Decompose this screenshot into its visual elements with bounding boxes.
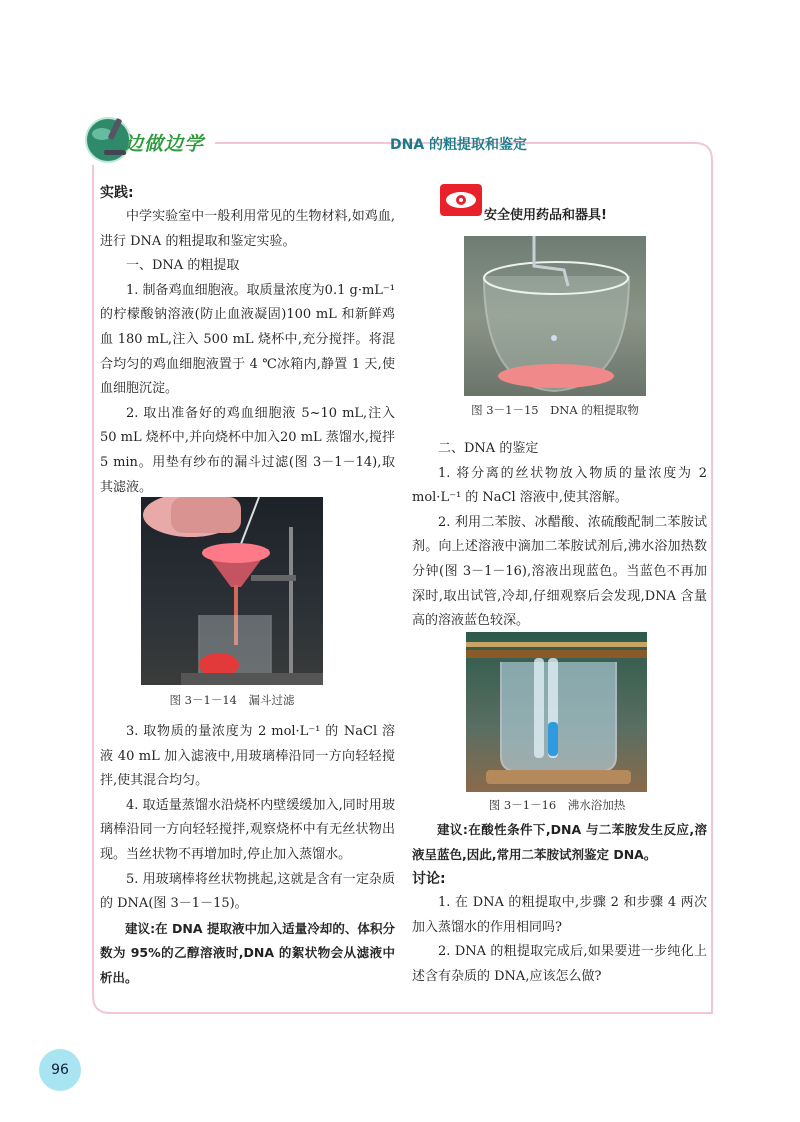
beaker-illustration [464,236,646,396]
figure-15-caption: 图 3－1－15 DNA 的粗提取物 [471,403,639,417]
advice-text-right: 在酸性条件下,DNA 与二苯胺发生反应,溶液呈蓝色,因此,常用二苯胺试剂鉴定 DNA。 [412,822,707,862]
figure-funnel-filtration [141,497,323,685]
page-number: 96 [51,1062,69,1078]
logo-text: 边做边学 [124,133,205,155]
water-bath-illustration [466,632,647,792]
safety-notice [440,184,710,223]
step-2: 2. 取出准备好的鸡血细胞液 5~10 mL,注入50 mL 烧杯中,并向烧杯中加入20 mL 蒸馏水,搅拌 5 min。用垫有纱布的漏斗过滤(图 3－1－14),取其滤液。 [100,405,395,495]
subsection-title-2: 二、DNA 的鉴定 [438,441,539,456]
right-column-lower [412,818,707,990]
step-5: 5. 用玻璃棒将丝状物挑起,这就是含有一定杂质的 DNA(图 3－1－15)。 [100,871,395,912]
identify-step-1: 1. 将分离的丝状物放入物质的量浓度为 2 mol·L⁻¹ 的 NaCl 溶液中,使其溶解。 [412,465,707,506]
advice-label-right: 建议: [437,822,468,837]
practice-heading: 实践: [100,185,134,201]
figure-dna-crude-extract [464,236,646,396]
advice-left [100,917,395,991]
left-column [100,181,395,500]
step-1: 1. 制备鸡血细胞液。取质量浓度为0.1 g·mL⁻¹的柠檬酸钠溶液(防止血液凝固)100 mL 和新鲜鸡血 180 mL,注入 500 mL 烧杯中,充分搅拌。将混合均匀的鸡血细胞液置于 4 ℃冰箱内,静置 1 天,使血细胞沉淀。 [100,282,395,397]
discuss-heading: 讨论: [412,871,446,888]
funnel-filtration-illustration [141,497,323,685]
safety-text: 安全使用药品和器具! [484,208,607,223]
figure-boiling-water-bath [466,632,647,792]
advice-label: 建议: [125,920,156,936]
question-2: 2. DNA 的粗提取完成后,如果要进一步纯化上述含有杂质的 DNA,应该怎么做? [412,944,707,984]
figure-14-caption: 图 3－1－14 漏斗过滤 [169,693,295,707]
logo [82,112,222,162]
step-4: 4. 取适量蒸馏水沿烧杯内壁缓缓加入,同时用玻璃棒沿同一方向轻轻搅拌,观察烧杯中有无丝状物出现。当丝状物不再增加时,停止加入蒸馏水。 [100,797,395,862]
question-1: 1. 在 DNA 的粗提取中,步骤 2 和步骤 4 两次加入蒸馏水的作用相同吗? [412,895,707,935]
eye-warning-icon [440,184,482,216]
section-title: DNA 的粗提取和鉴定 [390,137,528,153]
intro-paragraph: 中学实验室中一般利用常见的生物材料,如鸡血,进行 DNA 的粗提取和鉴定实验。 [100,209,395,249]
right-column [412,437,707,634]
subsection-title: 一、DNA 的粗提取 [126,258,240,274]
identify-step-2: 2. 利用二苯胺、冰醋酸、浓硫酸配制二苯胺试剂。向上述溶液中滴加二苯胺试剂后,沸水浴加热数分钟(图 3－1－16),溶液出现蓝色。当蓝色不再加深时,取出试管,冷却,仔细观察后会发现,DNA 含量高的溶液蓝色较深。 [412,514,707,629]
left-column-lower [100,720,395,991]
page-number-badge [39,1049,81,1091]
figure-16-caption: 图 3－1－16 沸水浴加热 [488,798,626,812]
advice-right [412,818,707,867]
advice-text: 在 DNA 提取液中加入适量冷却的、体积分数为 95%的乙醇溶液时,DNA 的絮状物会从滤液中析出。 [100,920,395,985]
step-3: 3. 取物质的量浓度为 2 mol·L⁻¹ 的 NaCl 溶液 40 mL 加入滤液中,用玻璃棒沿同一方向轻轻搅拌,使其混合均匀。 [100,724,395,789]
